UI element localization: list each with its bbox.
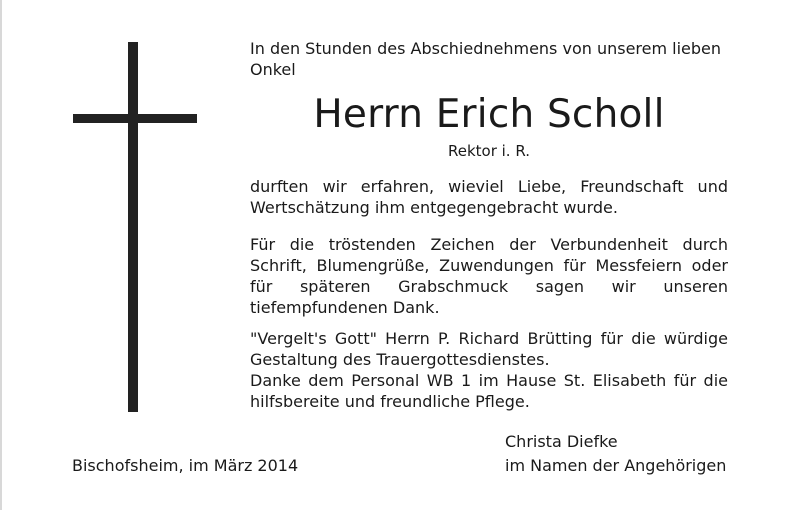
text-line: für späteren Grabschmuck sagen wir unseren — [250, 277, 728, 296]
signature-name: Christa Diefke — [505, 432, 618, 451]
text-line: Gestaltung des Trauergottesdienstes. — [250, 350, 550, 369]
deceased-title: Rektor i. R. — [447, 142, 531, 160]
text-line: Schrift, Blumengrüße, Zuwendungen für Messfeiern oder — [250, 256, 728, 275]
deceased-name: Herrn Erich Scholl — [313, 92, 665, 137]
left-border — [0, 0, 2, 510]
paragraph-gratitude — [250, 176, 728, 218]
text-line: Danke dem Personal WB 1 im Hause St. Elisabeth für die — [250, 371, 728, 390]
text-line: Für die tröstenden Zeichen der Verbundenheit durch — [250, 235, 728, 254]
text-line: tiefempfundenen Dank. — [250, 298, 440, 317]
paragraph-acknowledgements — [250, 328, 728, 412]
signature-block — [505, 430, 726, 478]
text-line: "Vergelt's Gott" Herrn P. Richard Brütting für die würdige — [250, 329, 728, 348]
text-line: Wertschätzung ihm entgegengebracht wurde. — [250, 198, 618, 217]
signature-role: im Namen der Angehörigen — [505, 456, 727, 475]
cross-vertical-bar — [128, 42, 138, 412]
place-and-date: Bischofsheim, im März 2014 — [72, 456, 299, 475]
intro-text: In den Stunden des Abschiednehmens von unserem lieben Onkel — [250, 39, 722, 79]
cross-horizontal-bar — [73, 114, 197, 123]
paragraph-thanks — [250, 234, 728, 318]
text-line: durften wir erfahren, wieviel Liebe, Freundschaft und — [250, 177, 728, 196]
text-line: hilfsbereite und freundliche Pflege. — [250, 392, 530, 411]
